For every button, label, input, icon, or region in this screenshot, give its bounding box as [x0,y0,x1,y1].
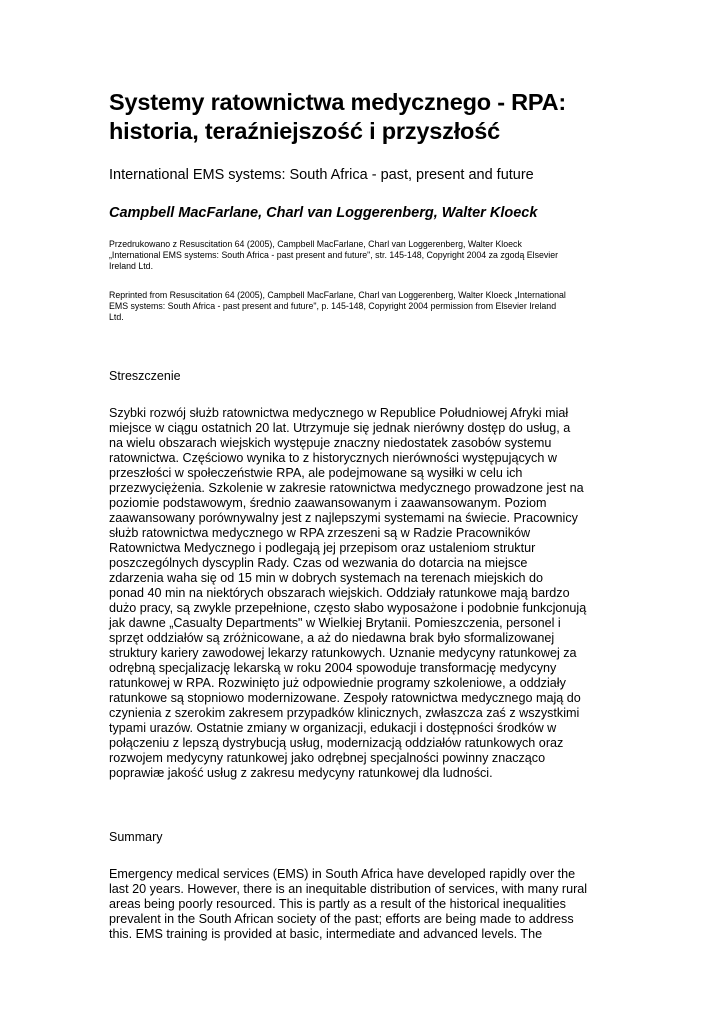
text-line: ratownictwa. Częściowo wynika to z historycznych nierówności występujących w [109,451,557,465]
text-line: ratunkowej w RPA. Rozwinięto już odpowiednie programy szkoleniowe, a oddziały [109,676,566,690]
text-line: przeszłości w społeczeństwie RPA, ale podejmowane są wysiłki w celu ich [109,466,523,480]
english-subtitle: International EMS systems: South Africa - past, present and future [109,167,534,183]
text-line: typami urazów. Ostatnie zmiany w organizacji, edukacji i dostępności środków w [109,721,557,735]
text-line: odrębną specjalizację lekarską w roku 2004 spowoduje transformację medycyny [109,661,557,675]
title-line-1: Systemy ratownictwa medycznego - RPA: [109,89,567,115]
article-title [109,88,617,146]
text-line: zdarzenia waha się od 15 min w dobrych systemach na terenach miejskich do [109,571,544,585]
text-line: przezwyciężenia. Szkolenie w zakresie ratownictwa medycznego prowadzone jest na [109,481,584,495]
text-line: ratunkowe są stopniowo modernizowane. Zespoły ratownictwa medycznego mają do [109,691,581,705]
text-line: na wielu obszarach wiejskich występuje znaczny niedostatek zasobów systemu [109,436,552,450]
text-line: Szybki rozwój służb ratownictwa medycznego w Republice Południowej Afryki miał [109,406,569,420]
text-line: struktury kariery zawodowej lekarzy ratunkowych. Uznanie medycyny ratunkowej za [109,646,577,660]
article-page [109,88,617,942]
text-line: sprzęt oddziałów są zróżnicowane, a aż do niedawna brak było sformalizowanej [109,631,555,645]
text-line: poszczególnych dyscyplin Rady. Czas od wezwania do dotarcia na miejsce [109,556,528,570]
text-line: areas being poorly resourced. This is partly as a result of the historical inequalities [109,897,566,911]
text-line: last 20 years. However, there is an inequitable distribution of services, with many rural [109,882,588,896]
text-line: rozwojem medycyny ratunkowej jako odrębnej specjalności powinny znacząco [109,751,546,765]
text-line: prevalent in the South African society of the past; efforts are being made to address [109,912,574,926]
text-line: miejsce w ciągu ostatnich 20 lat. Utrzymuje się jednak nierówny dostęp do usług, a [109,421,571,435]
text-line: służb ratownictwa medycznego w RPA zrzeszeni są w Radzie Pracowników [109,526,531,540]
note-line: Ltd. [109,312,124,322]
note-line: EMS systems: South Africa - past present and future", p. 145-148, Copyright 2004 permission from Elsevier Ireland [109,301,557,311]
text-line: poziomie podstawowym, średnio zaawansowanym i zaawansowanym. Poziom [109,496,547,510]
text-line: jak dawne „Casualty Departments" w Wielkiej Brytanii. Pomieszczenia, personel i [109,616,561,630]
text-line: this. EMS training is provided at basic, intermediate and advanced levels. The [109,927,543,941]
text-line: dużo pracy, są zwykle przepełnione, często słabo wyposażone i podobnie funkcjonują [109,601,587,615]
text-line: Ratownictwa Medycznego i podlegają jej przepisom oraz ustaleniom struktur [109,541,536,555]
text-line: ponad 40 min na niektórych obszarach wiejskich. Oddziały ratunkowe mają bardzo [109,586,570,600]
reprint-note-english [109,290,617,323]
note-line: Ireland Ltd. [109,261,154,271]
note-line: Przedrukowano z Resuscitation 64 (2005), Campbell MacFarlane, Charl van Loggerenberg, Walter Kloeck [109,239,522,249]
note-line: „International EMS systems: South Africa - past present and future", str. 145-148, Copyright 2004 za zgodą Elsevier [109,250,559,260]
abstract-english [109,867,617,942]
text-line: poprawiæ jakość usług z zakresu medycyny ratunkowej dla ludności. [109,766,493,780]
text-line: połączeniu z lepszą dystrybucją usług, modernizacją oddziałów ratunkowych oraz [109,736,564,750]
author-list: Campbell MacFarlane, Charl van Loggerenberg, Walter Kloeck [109,205,538,221]
note-line: Reprinted from Resuscitation 64 (2005), Campbell MacFarlane, Charl van Loggerenberg, Walter Kloeck „International [109,290,566,300]
abstract-heading-polish: Streszczenie [109,369,181,383]
abstract-heading-english: Summary [109,830,163,844]
title-line-2: historia, teraźniejszość i przyszłość [109,118,500,144]
text-line: czynienia z szerokim zakresem przypadków klinicznych, zwłaszcza zaś z wszystkimi [109,706,580,720]
text-line: Emergency medical services (EMS) in South Africa have developed rapidly over the [109,867,576,881]
abstract-polish [109,406,617,781]
text-line: zaawansowany porównywalny jest z najlepszymi systemami na świecie. Pracownicy [109,511,578,525]
reprint-note-polish [109,239,617,272]
